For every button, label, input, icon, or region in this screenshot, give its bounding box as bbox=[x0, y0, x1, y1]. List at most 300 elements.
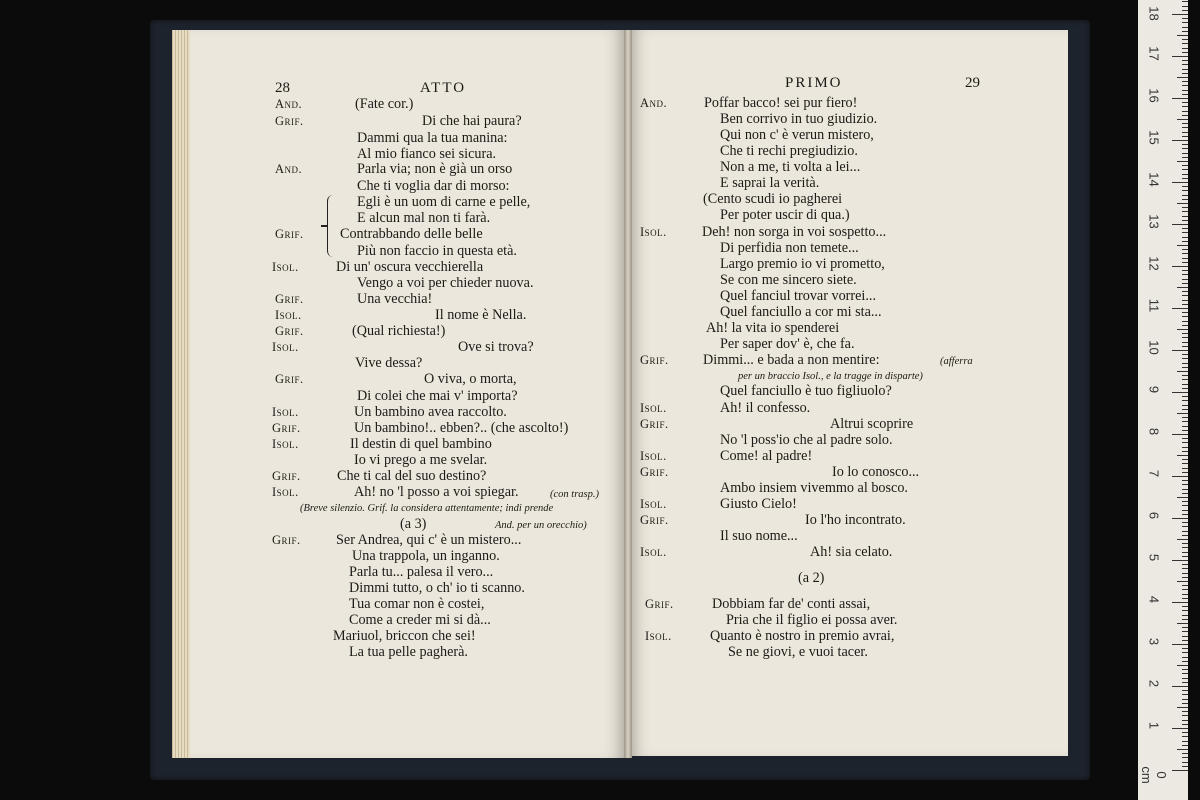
ruler-tick bbox=[1182, 60, 1188, 61]
speaker: Isol. bbox=[640, 225, 667, 239]
speaker: Grif. bbox=[275, 114, 304, 128]
speaker: Isol. bbox=[645, 629, 672, 643]
ruler-tick bbox=[1172, 476, 1188, 477]
ruler-tick bbox=[1182, 409, 1188, 410]
ruler-tick bbox=[1172, 14, 1188, 15]
ruler-tick bbox=[1182, 1, 1188, 2]
ruler-tick bbox=[1182, 216, 1188, 217]
speaker: Grif. bbox=[640, 513, 669, 527]
ruler-tick bbox=[1182, 148, 1188, 149]
ruler-tick bbox=[1182, 585, 1188, 586]
stage-direction: (afferra bbox=[940, 356, 973, 367]
ruler-tick bbox=[1182, 52, 1188, 53]
ruler-tick bbox=[1182, 295, 1188, 296]
verse-line: Ambo insiem vivemmo al bosco. bbox=[720, 480, 908, 496]
ruler-tick bbox=[1182, 274, 1188, 275]
speaker: Grif. bbox=[272, 469, 301, 483]
verse-line: Ser Andrea, qui c' è un mistero... bbox=[336, 532, 522, 548]
ruler-tick bbox=[1172, 224, 1188, 225]
verse-line: Io l'ho incontrato. bbox=[805, 512, 906, 528]
speaker: Grif. bbox=[275, 372, 304, 386]
ruler-tick bbox=[1182, 358, 1188, 359]
ruler-tick bbox=[1182, 493, 1188, 494]
ruler-tick bbox=[1182, 594, 1188, 595]
speaker: Isol. bbox=[640, 449, 667, 463]
ruler-tick bbox=[1182, 636, 1188, 637]
ruler-tick bbox=[1182, 757, 1188, 758]
verse-line: Ove si trova? bbox=[458, 339, 534, 355]
ruler-tick bbox=[1172, 770, 1188, 771]
ruler-tick bbox=[1182, 165, 1188, 166]
ruler-tick bbox=[1172, 140, 1188, 141]
verse-line: Ben corrivo in tuo giudizio. bbox=[720, 111, 878, 127]
verse-line: E alcun mal non ti farà. bbox=[357, 210, 491, 226]
ruler-tick bbox=[1177, 413, 1188, 414]
verse-line: O viva, o morta, bbox=[424, 371, 517, 387]
ruler-tick bbox=[1182, 510, 1188, 511]
ruler-tick bbox=[1182, 514, 1188, 515]
ruler-tick bbox=[1182, 367, 1188, 368]
speaker: Isol. bbox=[272, 340, 299, 354]
ruler-tick bbox=[1182, 43, 1188, 44]
ruler-tick bbox=[1182, 186, 1188, 187]
verse-line: Che ti rechi pregiudizio. bbox=[720, 143, 858, 159]
ruler-tick bbox=[1182, 678, 1188, 679]
verse-line: Ah! sia celato. bbox=[810, 544, 893, 560]
ruler-tick bbox=[1172, 182, 1188, 183]
ruler-label: 9 bbox=[1146, 385, 1162, 394]
ruler-tick bbox=[1177, 287, 1188, 288]
speaker: And. bbox=[640, 96, 668, 110]
ruler-tick bbox=[1172, 56, 1188, 57]
speaker: Isol. bbox=[272, 437, 299, 451]
ruler-label: 17 bbox=[1146, 46, 1162, 61]
ruler-tick bbox=[1182, 153, 1188, 154]
ruler-tick bbox=[1182, 346, 1188, 347]
ruler-tick bbox=[1172, 350, 1188, 351]
ruler-tick bbox=[1182, 262, 1188, 263]
ruler-tick bbox=[1177, 497, 1188, 498]
ruler-tick bbox=[1182, 627, 1188, 628]
right-page-number: 29 bbox=[965, 75, 980, 91]
ruler-tick bbox=[1182, 661, 1188, 662]
ruler-tick bbox=[1182, 115, 1188, 116]
ruler-tick bbox=[1172, 266, 1188, 267]
ruler-tick bbox=[1182, 489, 1188, 490]
ruler-tick bbox=[1182, 547, 1188, 548]
ruler-tick bbox=[1182, 342, 1188, 343]
verse-line: Un bambino avea raccolto. bbox=[354, 404, 507, 420]
ruler-tick bbox=[1177, 749, 1188, 750]
ruler-tick bbox=[1182, 400, 1188, 401]
ruler-tick bbox=[1182, 132, 1188, 133]
ruler-tick bbox=[1182, 505, 1188, 506]
ruler-label: 0 cm bbox=[1139, 766, 1169, 784]
ruler-tick bbox=[1182, 337, 1188, 338]
ruler-tick bbox=[1182, 711, 1188, 712]
verse-line: No 'l poss'io che al padre solo. bbox=[720, 432, 893, 448]
left-page-header: ATTO bbox=[420, 80, 467, 96]
ruler-tick bbox=[1182, 619, 1188, 620]
speaker: Isol. bbox=[640, 545, 667, 559]
verse-line: Di che hai paura? bbox=[422, 113, 522, 129]
ruler-label: 4 bbox=[1146, 595, 1162, 604]
speaker: Grif. bbox=[275, 324, 304, 338]
ruler-tick bbox=[1177, 539, 1188, 540]
verse-line: Il nome è Nella. bbox=[435, 307, 527, 323]
ruler-tick bbox=[1182, 552, 1188, 553]
verse-line: Giusto Cielo! bbox=[720, 496, 797, 512]
ruler-tick bbox=[1182, 568, 1188, 569]
ruler-tick bbox=[1182, 589, 1188, 590]
ruler-tick bbox=[1182, 31, 1188, 32]
verse-line: Largo premio io vi prometto, bbox=[720, 256, 885, 272]
ruler-tick bbox=[1182, 48, 1188, 49]
ruler-tick bbox=[1182, 606, 1188, 607]
stage-direction: (Breve silenzio. Grif. la considera attentamente; indi prende bbox=[300, 503, 554, 514]
ruler-tick bbox=[1182, 174, 1188, 175]
ruler-tick bbox=[1182, 111, 1188, 112]
ruler-label: 18 bbox=[1146, 6, 1162, 21]
ensemble-marker: (a 2) bbox=[798, 570, 825, 586]
ruler-tick bbox=[1177, 371, 1188, 372]
ruler-label: 5 bbox=[1146, 553, 1162, 562]
ruler-tick bbox=[1182, 199, 1188, 200]
ruler-tick bbox=[1182, 64, 1188, 65]
ruler-tick bbox=[1172, 98, 1188, 99]
verse-line: Dimmi... e bada a non mentire: bbox=[703, 352, 880, 368]
ruler-tick bbox=[1177, 665, 1188, 666]
ruler-tick bbox=[1177, 329, 1188, 330]
verse-line: Dammi qua la tua manina: bbox=[357, 130, 508, 146]
verse-line: Ah! la vita io spenderei bbox=[706, 320, 840, 336]
verse-line: Un bambino!.. ebben?.. (che ascolto!) bbox=[354, 420, 569, 436]
verse-line: Come a creder mi si dà... bbox=[349, 612, 491, 628]
verse-line: Quanto è nostro in premio avrai, bbox=[710, 628, 895, 644]
ruler-label: 3 bbox=[1146, 637, 1162, 646]
verse-line: Ah! no 'l posso a voi spiegar. bbox=[354, 484, 519, 500]
ruler-tick bbox=[1182, 573, 1188, 574]
ruler-tick bbox=[1182, 631, 1188, 632]
ruler-label: 13 bbox=[1146, 214, 1162, 229]
ruler-tick bbox=[1182, 69, 1188, 70]
ruler-tick bbox=[1182, 279, 1188, 280]
ruler-tick bbox=[1182, 417, 1188, 418]
ruler-tick bbox=[1182, 430, 1188, 431]
ruler-tick bbox=[1182, 258, 1188, 259]
verse-line: Per poter uscir di qua.) bbox=[720, 207, 850, 223]
ruler-tick bbox=[1177, 161, 1188, 162]
verse-line: La tua pelle pagherà. bbox=[349, 644, 468, 660]
ruler-tick bbox=[1182, 694, 1188, 695]
verse-line: (Cento scudi io pagherei bbox=[703, 191, 843, 207]
ruler-tick bbox=[1182, 157, 1188, 158]
ruler-tick bbox=[1182, 396, 1188, 397]
verse-line: Dobbiam far de' conti assai, bbox=[712, 596, 871, 612]
ruler-tick bbox=[1182, 682, 1188, 683]
verse-line: Se con me sincero siete. bbox=[720, 272, 857, 288]
verse-line: Io vi prego a me svelar. bbox=[354, 452, 488, 468]
speaker: Isol. bbox=[275, 308, 302, 322]
ruler-tick bbox=[1182, 333, 1188, 334]
ruler-tick bbox=[1182, 468, 1188, 469]
ruler-tick bbox=[1182, 178, 1188, 179]
ruler-label: 8 bbox=[1146, 427, 1162, 436]
ruler-tick bbox=[1182, 673, 1188, 674]
ruler-tick bbox=[1182, 451, 1188, 452]
ruler-tick bbox=[1172, 434, 1188, 435]
speaker: And. bbox=[275, 97, 303, 111]
ruler-tick bbox=[1182, 123, 1188, 124]
ruler-tick bbox=[1182, 564, 1188, 565]
ruler-tick bbox=[1182, 363, 1188, 364]
ruler-tick bbox=[1177, 203, 1188, 204]
ruler-tick bbox=[1182, 81, 1188, 82]
ruler-tick bbox=[1182, 526, 1188, 527]
verse-line: Che ti voglia dar di morso: bbox=[357, 178, 510, 194]
ruler-tick bbox=[1182, 102, 1188, 103]
ruler-label: 16 bbox=[1146, 88, 1162, 103]
ruler-tick bbox=[1182, 22, 1188, 23]
verse-line: Il suo nome... bbox=[720, 528, 798, 544]
ruler-tick bbox=[1182, 442, 1188, 443]
verse-line: Quel fanciullo è tuo figliuolo? bbox=[720, 383, 892, 399]
ruler-label: 7 bbox=[1146, 469, 1162, 478]
stage-direction: And. per un orecchio) bbox=[495, 520, 587, 531]
ruler-tick bbox=[1182, 300, 1188, 301]
ruler-tick bbox=[1182, 741, 1188, 742]
ruler-tick bbox=[1182, 640, 1188, 641]
verse-line: Come! al padre! bbox=[720, 448, 813, 464]
ruler-tick bbox=[1182, 736, 1188, 737]
speaker: Grif. bbox=[272, 533, 301, 547]
ruler-tick bbox=[1182, 237, 1188, 238]
ruler-tick bbox=[1172, 560, 1188, 561]
ruler-tick bbox=[1182, 472, 1188, 473]
verse-line: Se ne giovi, e vuoi tacer. bbox=[728, 644, 868, 660]
verse-line: (Fate cor.) bbox=[355, 96, 414, 112]
speaker: Grif. bbox=[640, 353, 669, 367]
speaker: Grif. bbox=[640, 465, 669, 479]
ruler-label: 2 bbox=[1146, 679, 1162, 688]
verse-line: Il destin di quel bambino bbox=[350, 436, 492, 452]
ruler-tick bbox=[1182, 228, 1188, 229]
ruler-tick bbox=[1182, 10, 1188, 11]
ruler-tick bbox=[1182, 699, 1188, 700]
verse-line: Qui non c' è verun mistero, bbox=[720, 127, 874, 143]
ruler-tick bbox=[1182, 304, 1188, 305]
speaker: Isol. bbox=[640, 497, 667, 511]
ruler-tick bbox=[1182, 316, 1188, 317]
ruler-tick bbox=[1182, 531, 1188, 532]
verse-line: Quel fanciullo a cor mi sta... bbox=[720, 304, 882, 320]
ruler-tick bbox=[1182, 615, 1188, 616]
ruler-tick bbox=[1177, 455, 1188, 456]
ruler-tick bbox=[1182, 136, 1188, 137]
ruler-tick bbox=[1182, 447, 1188, 448]
ruler-tick bbox=[1182, 220, 1188, 221]
ruler-tick bbox=[1182, 283, 1188, 284]
verse-line: Egli è un uom di carne e pelle, bbox=[357, 194, 531, 210]
ruler-tick bbox=[1177, 581, 1188, 582]
ruler-tick bbox=[1177, 119, 1188, 120]
speaker: Grif. bbox=[275, 292, 304, 306]
ruler-label: 10 bbox=[1146, 340, 1162, 355]
ruler-tick bbox=[1172, 728, 1188, 729]
speaker: Isol. bbox=[272, 260, 299, 274]
verse-line: Poffar bacco! sei pur fiero! bbox=[704, 95, 858, 111]
ruler-tick bbox=[1182, 90, 1188, 91]
ruler-tick bbox=[1182, 715, 1188, 716]
speaker: And. bbox=[275, 162, 303, 176]
verse-line: Una trappola, un inganno. bbox=[352, 548, 500, 564]
ruler-tick bbox=[1182, 610, 1188, 611]
verse-line: Di perfidia non temete... bbox=[720, 240, 859, 256]
ruler-tick bbox=[1182, 321, 1188, 322]
speaker: Grif. bbox=[645, 597, 674, 611]
ruler-label: 15 bbox=[1146, 130, 1162, 145]
verse-line: Altrui scoprire bbox=[830, 416, 914, 432]
verse-line: Parla tu... palesa il vero... bbox=[349, 564, 494, 580]
verse-line: (Qual richiesta!) bbox=[352, 323, 446, 339]
ruler-tick bbox=[1182, 484, 1188, 485]
ruler-tick bbox=[1182, 690, 1188, 691]
ruler-tick bbox=[1182, 325, 1188, 326]
stage-direction: per un braccio Isol., e la tragge in disparte) bbox=[738, 371, 923, 382]
ruler-tick bbox=[1182, 27, 1188, 28]
verse-line: Di colei che mai v' importa? bbox=[357, 388, 518, 404]
verse-line: Non a me, ti volta a lei... bbox=[720, 159, 861, 175]
verse-line: Pria che il figlio ei possa aver. bbox=[726, 612, 898, 628]
ruler-tick bbox=[1182, 270, 1188, 271]
ruler-tick bbox=[1182, 375, 1188, 376]
ruler-tick bbox=[1182, 405, 1188, 406]
ruler-tick bbox=[1182, 211, 1188, 212]
ruler-tick bbox=[1182, 480, 1188, 481]
verse-line: Vive dessa? bbox=[355, 355, 423, 371]
ruler-tick bbox=[1172, 602, 1188, 603]
ruler-tick bbox=[1182, 459, 1188, 460]
ruler-tick bbox=[1182, 463, 1188, 464]
ruler-tick bbox=[1182, 657, 1188, 658]
speaker: Grif. bbox=[275, 227, 304, 241]
ruler-tick bbox=[1182, 669, 1188, 670]
verse-line: Ah! il confesso. bbox=[720, 400, 811, 416]
ruler-label: 12 bbox=[1146, 256, 1162, 271]
verse-line: Vengo a voi per chieder nuova. bbox=[357, 275, 534, 291]
verse-line: Parla via; non è già un orso bbox=[357, 161, 513, 177]
ruler-tick bbox=[1177, 245, 1188, 246]
verse-line: Deh! non sorga in voi sospetto... bbox=[702, 224, 887, 240]
ruler-tick bbox=[1182, 207, 1188, 208]
ruler-label: 14 bbox=[1146, 172, 1162, 187]
ruler-tick bbox=[1182, 6, 1188, 7]
verse-line: Mariuol, briccon che sei! bbox=[333, 628, 476, 644]
ruler-tick bbox=[1182, 388, 1188, 389]
ruler-tick bbox=[1182, 720, 1188, 721]
ruler-tick bbox=[1177, 77, 1188, 78]
verse-line: Al mio fianco sei sicura. bbox=[357, 146, 497, 162]
ruler-tick bbox=[1182, 241, 1188, 242]
ruler-tick bbox=[1172, 686, 1188, 687]
verse-line: Dimmi tutto, o ch' io ti scanno. bbox=[349, 580, 525, 596]
ruler-tick bbox=[1182, 106, 1188, 107]
verse-line: Di un' oscura vecchierella bbox=[336, 259, 484, 275]
ruler-tick bbox=[1182, 421, 1188, 422]
ruler-tick bbox=[1182, 598, 1188, 599]
ruler-tick bbox=[1182, 522, 1188, 523]
ruler-tick bbox=[1182, 354, 1188, 355]
verse-line: Una vecchia! bbox=[357, 291, 433, 307]
speaker: Grif. bbox=[272, 421, 301, 435]
stage-direction: (con trasp.) bbox=[550, 489, 599, 500]
ruler-tick bbox=[1182, 426, 1188, 427]
ruler-tick bbox=[1182, 648, 1188, 649]
ruler-tick bbox=[1182, 312, 1188, 313]
ruler-tick bbox=[1182, 39, 1188, 40]
ruler-tick bbox=[1182, 190, 1188, 191]
ruler-tick bbox=[1182, 543, 1188, 544]
ruler-tick bbox=[1182, 766, 1188, 767]
ruler-tick bbox=[1182, 652, 1188, 653]
verse-line: Per saper dov' è, che fa. bbox=[720, 336, 855, 352]
speaker: Isol. bbox=[272, 405, 299, 419]
ruler-tick bbox=[1182, 291, 1188, 292]
ruler-tick bbox=[1182, 94, 1188, 95]
ruler-tick bbox=[1182, 232, 1188, 233]
speaker: Grif. bbox=[640, 417, 669, 431]
ruler-tick bbox=[1172, 518, 1188, 519]
ruler-tick bbox=[1182, 253, 1188, 254]
ruler-tick bbox=[1182, 379, 1188, 380]
ensemble-marker: (a 3) bbox=[400, 516, 427, 532]
ruler-tick bbox=[1182, 703, 1188, 704]
ruler-tick bbox=[1172, 644, 1188, 645]
ruler-tick bbox=[1182, 762, 1188, 763]
verse-line: Più non faccio in questa età. bbox=[357, 243, 517, 259]
ruler-tick bbox=[1182, 127, 1188, 128]
ruler-tick bbox=[1182, 73, 1188, 74]
verse-line: Contrabbando delle belle bbox=[340, 226, 483, 242]
ruler-tick bbox=[1172, 308, 1188, 309]
verse-line: Tua comar non è costei, bbox=[349, 596, 485, 612]
ruler-label: 11 bbox=[1146, 298, 1162, 313]
ruler-tick bbox=[1182, 535, 1188, 536]
ruler-label: 6 bbox=[1146, 511, 1162, 520]
ruler-tick bbox=[1182, 384, 1188, 385]
ruler-tick bbox=[1182, 724, 1188, 725]
speaker: Isol. bbox=[272, 485, 299, 499]
ruler-tick bbox=[1182, 169, 1188, 170]
ruler-tick bbox=[1182, 85, 1188, 86]
ruler-tick bbox=[1172, 392, 1188, 393]
ruler-tick bbox=[1182, 249, 1188, 250]
ruler-tick bbox=[1182, 195, 1188, 196]
speaker: Isol. bbox=[640, 401, 667, 415]
right-page-header: PRIMO bbox=[785, 75, 843, 91]
left-page-number: 28 bbox=[275, 80, 290, 96]
ruler-tick bbox=[1182, 745, 1188, 746]
ruler-tick bbox=[1177, 35, 1188, 36]
verse-line: Quel fanciul trovar vorrei... bbox=[720, 288, 877, 304]
speaker-brace-point bbox=[321, 225, 327, 227]
ruler-tick bbox=[1177, 707, 1188, 708]
ruler-tick bbox=[1177, 623, 1188, 624]
ruler-label: 1 bbox=[1146, 721, 1162, 730]
ruler-tick bbox=[1182, 556, 1188, 557]
measuring-ruler bbox=[1138, 0, 1188, 800]
verse-line: Io lo conosco... bbox=[832, 464, 920, 480]
